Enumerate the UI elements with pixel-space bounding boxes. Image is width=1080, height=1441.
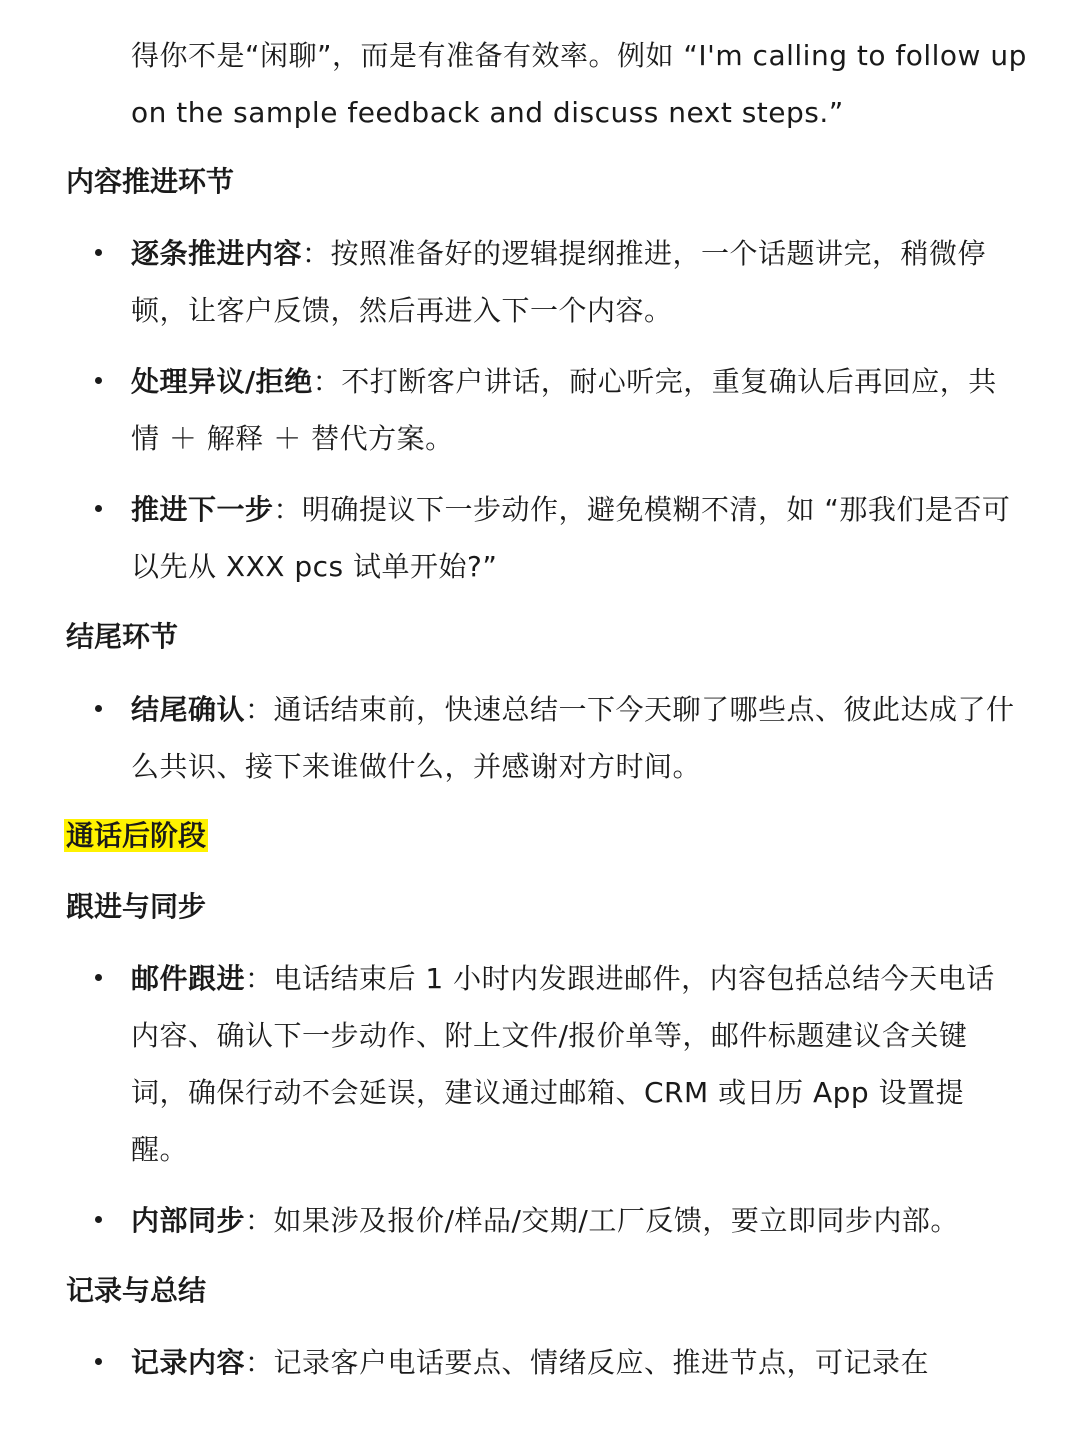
list-item-text (131, 481, 1021, 595)
heading-content-advance: 内容推进环节 (66, 165, 235, 198)
list-item-term: 内部同步 (131, 1204, 246, 1237)
heading-follow-sync: 跟进与同步 (66, 890, 207, 923)
list-item-body: ：按照准备好的逻辑提纲推进，一个话题讲完，稍微停顿，让客户反馈，然后再进入下一个内容。 (131, 237, 987, 327)
heading-closing: 结尾环节 (66, 620, 179, 653)
list-item-term: 记录内容 (131, 1346, 246, 1379)
list-item-term: 处理异议/拒绝 (131, 365, 313, 398)
list-item-body: ：如果涉及报价/样品/交期/工厂反馈，要立即同步内部。 (245, 1204, 959, 1237)
highlighted-heading-text: 通话后阶段 (66, 819, 207, 852)
list-item-text (131, 225, 1021, 339)
heading-post-call (64, 816, 208, 856)
list-item-term: 邮件跟进 (131, 962, 246, 995)
bullet-dot (95, 505, 102, 512)
list-item-body: ：记录客户电话要点、情绪反应、推进节点，可记录在 (245, 1346, 930, 1379)
heading-record-summary: 记录与总结 (66, 1274, 207, 1307)
bullet-dot (95, 974, 102, 981)
intro-line-2: on the sample feedback and discuss next steps.” (131, 96, 844, 129)
intro-paragraph (131, 27, 1031, 141)
list-item-text (131, 353, 1021, 467)
list-item-text (131, 950, 1021, 1178)
bullet-dot (95, 377, 102, 384)
list-item-term: 逐条推进内容 (131, 237, 303, 270)
list-item-body: ：不打断客户讲话，耐心听完，重复确认后再回应，共情 ＋ 解释 ＋ 替代方案。 (131, 365, 997, 455)
bullet-dot (95, 1358, 102, 1365)
bullet-dot (95, 249, 102, 256)
list-item-text (131, 1334, 1021, 1391)
intro-line-1: 得你不是“闲聊”，而是有准备有效率。例如 “I'm calling to follow up (131, 39, 1027, 72)
bullet-dot (95, 1216, 102, 1223)
bullet-dot (95, 705, 102, 712)
list-item-text (131, 681, 1021, 795)
list-item-body: ：电话结束后 1 小时内发跟进邮件，内容包括总结今天电话内容、确认下一步动作、附上文件/报价单等，邮件标题建议含关键词，确保行动不会延误，建议通过邮箱、CRM 或日历 App 设置提醒。 (131, 962, 995, 1166)
list-item-term: 结尾确认 (131, 693, 246, 726)
list-item-term: 推进下一步 (131, 493, 274, 526)
list-item-text (131, 1192, 1021, 1249)
list-item-body: ：通话结束前，快速总结一下今天聊了哪些点、彼此达成了什么共识、接下来谁做什么，并感谢对方时间。 (131, 693, 1015, 783)
list-item-body: ：明确提议下一步动作，避免模糊不清，如 “那我们是否可以先从 XXX pcs 试单开始?” (131, 493, 1011, 583)
